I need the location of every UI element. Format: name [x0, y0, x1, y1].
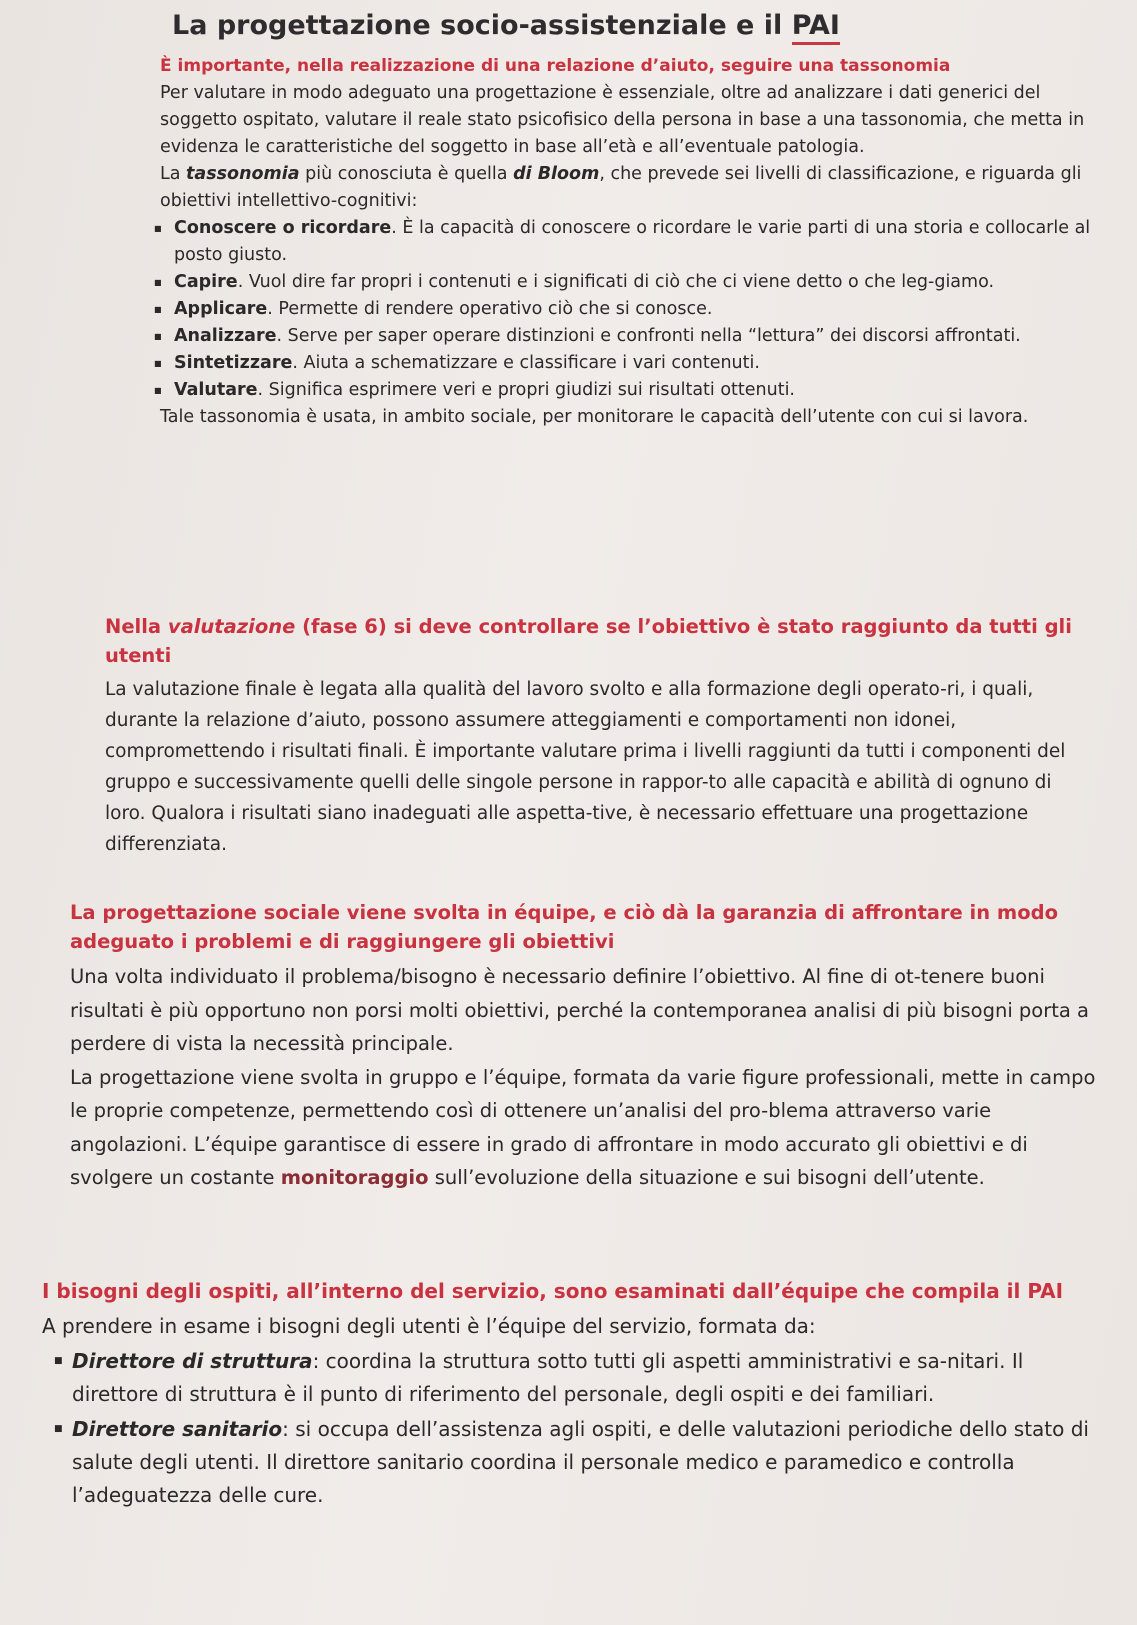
equipe-list — [42, 1345, 1097, 1512]
paragraph: A prendere in esame i bisogni degli utenti è l’équipe del servizio, formata da: — [42, 1314, 816, 1338]
section-heading: La progettazione sociale viene svolta in équipe, e ciò dà la garanzia di affrontare in modo adeguato i problemi e di raggiungere gli obiettivi — [70, 901, 1058, 953]
section-pai — [42, 1276, 1097, 1512]
list-item: ■ Direttore sanitario: si occupa dell’assistenza agli ospiti, e delle valutazioni periodiche dello stato di salute degli utenti. Il direttore sanitario coordina il personale medico e paramedico e controlla l’adeguatezza delle cure. — [42, 1413, 1097, 1512]
title-highlight: PAI — [792, 10, 840, 45]
paragraph: Per valutare in modo adeguato una progettazione è essenziale, oltre ad analizzare i dati generici del soggetto ospitato, valutare il reale stato psicofisico della persona in base a una tassonomia, che metta in evidenza le caratteristiche del soggetto in base all’età e all’eventuale patologia. — [160, 83, 1085, 157]
term-bloom: di Bloom — [513, 164, 600, 184]
term-tassonomia: tassonomia — [186, 164, 300, 184]
term-monitoraggio: monitoraggio — [280, 1166, 429, 1189]
section-heading: È importante, nella realizzazione di una relazione d’aiuto, seguire una tassonomia — [160, 56, 951, 76]
list-item: ■ Sintetizzare. Aiuta a schematizzare e classificare i vari contenuti. — [160, 350, 1097, 377]
paragraph: La valutazione finale è legata alla qualità del lavoro svolto e alla formazione degli operato-ri, i quali, durante la relazione d’aiuto, possono assumere atteggiamenti e comportamenti non idonei, compromettendo i risultati finali. È importante valutare prima i livelli raggiunti da tutti i componenti del gruppo e successivamente quelli delle singole persone in rappor-to alle capacità e abilità di ognuno di loro. Qualora i risultati siano inadeguati alle aspetta-tive, è necessario effettuare una progettazione differenziata. — [105, 679, 1066, 855]
list-item: ■ Analizzare. Serve per saper operare distinzioni e confronti nella “lettura” dei discorsi affrontati. — [160, 323, 1097, 350]
list-item: ■ Conoscere o ricordare. È la capacità di conoscere o ricordare le varie parti di una storia e collocarle al posto giusto. — [160, 215, 1097, 269]
taxonomy-list — [160, 215, 1097, 404]
section-valutazione — [105, 612, 1097, 860]
paragraph: Una volta individuato il problema/bisogno è necessario definire l’obiettivo. Al fine di ot-tenere buoni risultati è più opportuno non porsi molti obiettivi, perché la contemporanea analisi di più bisogni porta a perdere di vista la necessità principale. — [70, 965, 1089, 1055]
section-heading: I bisogni degli ospiti, all’interno del servizio, sono esaminati dall’équipe che compila il PAI — [42, 1279, 1064, 1303]
list-item: ■ Applicare. Permette di rendere operativo ciò che si conosce. — [160, 296, 1097, 323]
section-taxonomy — [160, 56, 1097, 431]
list-item: ■ Direttore di struttura: coordina la struttura sotto tutti gli aspetti amministrativi e sa-nitari. Il direttore di struttura è il punto di riferimento del personale, degli ospiti e dei familiari. — [42, 1345, 1097, 1411]
list-item: ■ Capire. Vuol dire far propri i contenuti e i significati di ciò che ci viene detto o che leg-giamo. — [160, 269, 1097, 296]
paragraph: La tassonomia più conosciuta è quella di Bloom, che prevede sei livelli di classificazione, e riguarda gli obiettivi intellettivo-cognitivi: — [160, 164, 1082, 211]
paragraph: La progettazione viene svolta in gruppo e l’équipe, formata da varie figure professionali, mette in campo le proprie competenze, permettendo così di ottenere un’analisi del pro-blema attraverso varie angolazioni. L’équipe garantisce di essere in grado di affrontare in modo accurato gli obiettivi e di svolgere un costante monitoraggio sull’evoluzione della situazione e sui bisogni dell’utente. — [70, 1065, 1096, 1189]
section-equipe — [70, 898, 1097, 1195]
list-item: ■ Valutare. Significa esprimere veri e propri giudizi sui risultati ottenuti. — [160, 377, 1097, 404]
section-heading: Nella valutazione (fase 6) si deve controllare se l’obiettivo è stato raggiunto da tutti gli utenti — [105, 615, 1072, 667]
page-title — [172, 10, 840, 41]
paragraph: Tale tassonomia è usata, in ambito sociale, per monitorare le capacità dell’utente con cui si lavora. — [160, 407, 1029, 427]
title-text: La progettazione socio-assistenziale e il — [172, 10, 792, 41]
